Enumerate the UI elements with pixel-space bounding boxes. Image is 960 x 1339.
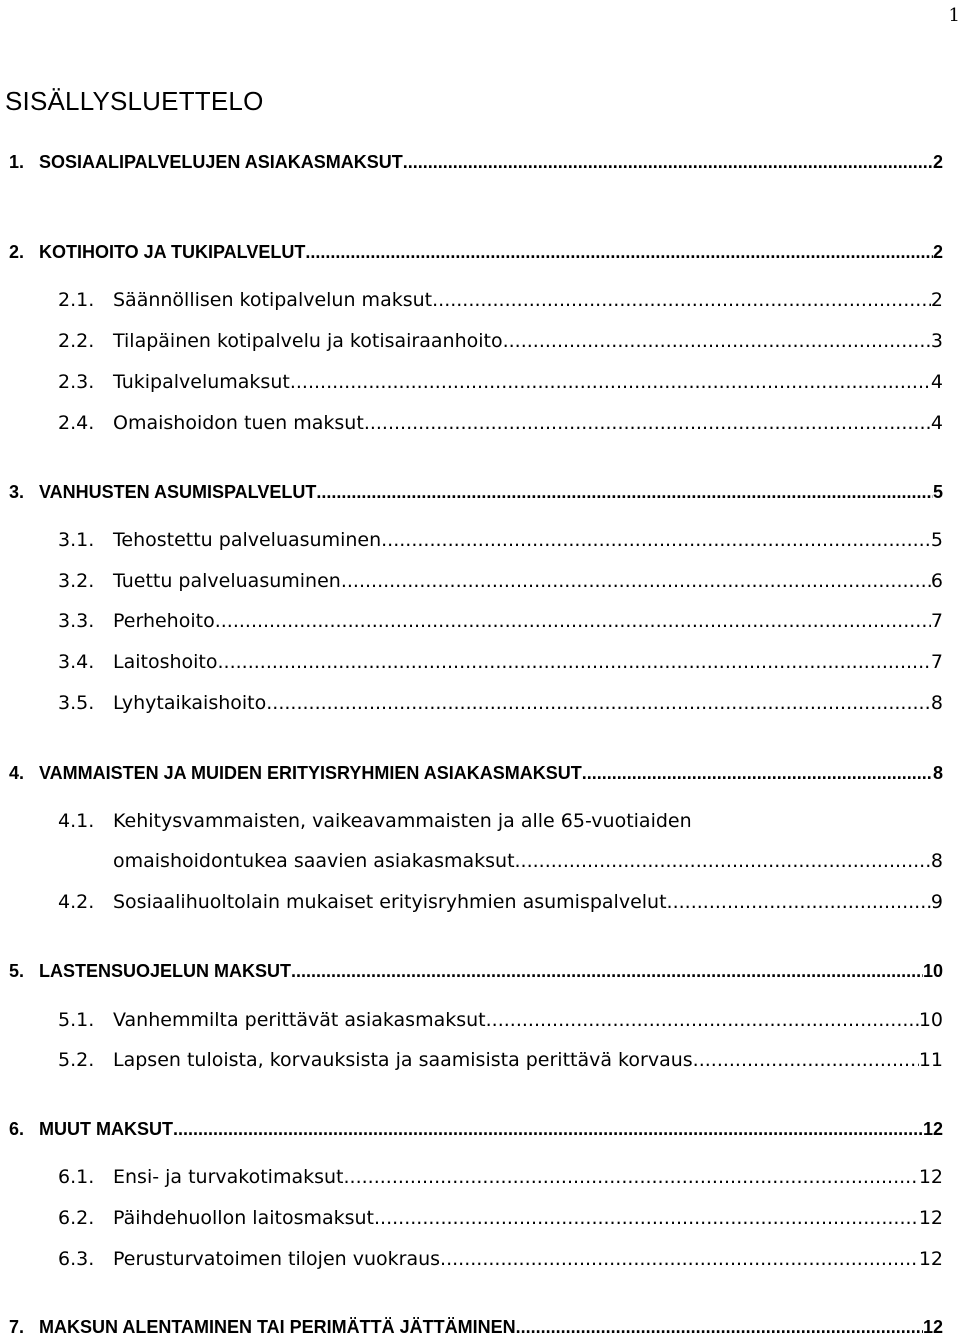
- toc-number: 6.: [9, 1119, 25, 1139]
- toc-number: 6.3.: [58, 1248, 95, 1270]
- toc-leader: [290, 369, 931, 395]
- toc-entry-3-3[interactable]: [58, 608, 943, 634]
- toc-leader: [218, 649, 931, 675]
- toc-entry-4-1-line1: [58, 808, 943, 834]
- toc-number: 2.4.: [58, 412, 95, 434]
- toc-label: Perhehoito: [113, 610, 215, 632]
- toc-number: 3.4.: [58, 651, 95, 673]
- toc-entry-4-1-line2: [113, 848, 943, 874]
- toc-page: 8: [930, 692, 943, 714]
- toc-leader: [344, 1164, 919, 1190]
- toc-label: Tuettu palveluasuminen: [113, 570, 341, 592]
- toc-entry-5[interactable]: [9, 959, 943, 983]
- toc-leader: [374, 1205, 919, 1231]
- toc-leader: [582, 761, 933, 785]
- toc-entry-2-4[interactable]: [58, 410, 943, 436]
- toc-label: Tilapäinen kotipalvelu ja kotisairaanhoito: [113, 330, 503, 352]
- toc-number: 3.1.: [58, 529, 95, 551]
- toc-label: Omaishoidon tuen maksut: [113, 412, 364, 434]
- toc-entry-2-3[interactable]: [58, 369, 943, 395]
- toc-number: 4.1.: [58, 810, 95, 832]
- toc-page: 12: [922, 1119, 943, 1139]
- toc-page: 6: [930, 570, 943, 592]
- toc-entry-6-3[interactable]: [58, 1246, 943, 1272]
- toc-leader: [693, 1047, 919, 1073]
- toc-leader: [515, 848, 931, 874]
- toc-leader: [516, 1315, 923, 1339]
- toc-entry-5-2[interactable]: [58, 1047, 943, 1073]
- toc-label: Tukipalvelumaksut: [113, 371, 290, 393]
- toc-label: Lapsen tuloista, korvauksista ja saamisista perittävä korvaus: [113, 1049, 693, 1071]
- toc-entry-2-2[interactable]: [58, 328, 943, 354]
- toc-label: Kehitysvammaisten, vaikeavammaisten ja alle 65-vuotiaiden: [113, 810, 692, 832]
- toc-entry-2[interactable]: [9, 240, 943, 264]
- toc-number: 5.: [9, 961, 25, 981]
- toc-number: 5.1.: [58, 1009, 95, 1031]
- toc-page: 3: [930, 330, 943, 352]
- toc-entry-6[interactable]: [9, 1117, 943, 1141]
- toc-number: 3.2.: [58, 570, 95, 592]
- toc-leader: [667, 889, 931, 915]
- toc-number: 4.: [9, 763, 25, 783]
- toc-page: 5: [932, 482, 943, 502]
- toc-label: SOSIAALIPALVELUJEN ASIAKASMAKSUT: [39, 152, 403, 172]
- toc-leader: [173, 1117, 923, 1141]
- toc-page: 8: [932, 763, 943, 783]
- toc-label: Lyhytaikaishoito: [113, 692, 267, 714]
- toc-page: 12: [918, 1207, 943, 1229]
- toc-page: 4: [930, 412, 943, 434]
- toc-page: 4: [930, 371, 943, 393]
- toc-label: VANHUSTEN ASUMISPALVELUT: [39, 482, 317, 502]
- toc-page: 11: [918, 1049, 943, 1071]
- toc-entry-3-2[interactable]: [58, 568, 943, 594]
- toc-leader: [432, 287, 931, 313]
- toc-page: 9: [930, 891, 943, 913]
- toc-leader: [266, 690, 931, 716]
- toc-leader: [381, 527, 931, 553]
- toc-entry-5-1[interactable]: [58, 1007, 943, 1033]
- toc-page: 7: [930, 610, 943, 632]
- toc-label: Päihdehuollon laitosmaksut: [113, 1207, 375, 1229]
- toc-number: 1.: [9, 152, 25, 172]
- toc-number: 7.: [9, 1317, 25, 1337]
- toc-page: 2: [932, 152, 943, 172]
- toc-page: 12: [918, 1166, 943, 1188]
- toc-entry-4[interactable]: [9, 761, 943, 785]
- toc-label: VAMMAISTEN JA MUIDEN ERITYISRYHMIEN ASIAKASMAKSUT: [39, 763, 582, 783]
- toc-leader: [440, 1246, 919, 1272]
- toc-page: 7: [930, 651, 943, 673]
- toc-page: 8: [930, 850, 943, 872]
- toc-number: 6.2.: [58, 1207, 95, 1229]
- toc-number: 6.1.: [58, 1166, 95, 1188]
- toc-leader: [305, 240, 933, 264]
- toc-number: 5.2.: [58, 1049, 95, 1071]
- toc-number: 4.2.: [58, 891, 95, 913]
- toc-leader: [341, 568, 931, 594]
- toc-leader: [215, 608, 931, 634]
- toc-leader: [403, 150, 933, 174]
- toc-number: 3.: [9, 482, 25, 502]
- toc-number: 2.3.: [58, 371, 95, 393]
- toc-entry-1[interactable]: [9, 150, 943, 174]
- toc-label: Ensi- ja turvakotimaksut: [113, 1166, 344, 1188]
- page-title: SISÄLLYSLUETTELO: [5, 86, 264, 116]
- toc-label: Vanhemmilta perittävät asiakasmaksut: [113, 1009, 486, 1031]
- toc-label: Säännöllisen kotipalvelun maksut: [113, 289, 433, 311]
- toc-entry-3-5[interactable]: [58, 690, 943, 716]
- toc-label: MAKSUN ALENTAMINEN TAI PERIMÄTTÄ JÄTTÄMINEN: [39, 1317, 516, 1337]
- toc-label: Sosiaalihuoltolain mukaiset erityisryhmien asumispalvelut: [113, 891, 667, 913]
- toc-entry-3-1[interactable]: [58, 527, 943, 553]
- toc-number: 3.3.: [58, 610, 95, 632]
- toc-page: 2: [932, 242, 943, 262]
- toc-leader: [503, 328, 931, 354]
- toc-page: 5: [930, 529, 943, 551]
- toc-page: 10: [918, 1009, 943, 1031]
- toc-entry-2-1[interactable]: [58, 287, 943, 313]
- toc-page: 10: [922, 961, 943, 981]
- toc-entry-6-1[interactable]: [58, 1164, 943, 1190]
- toc-label: MUUT MAKSUT: [39, 1119, 173, 1139]
- toc-leader: [291, 959, 923, 983]
- toc-entry-6-2[interactable]: [58, 1205, 943, 1231]
- toc-label: Perusturvatoimen tilojen vuokraus: [113, 1248, 441, 1270]
- toc-leader: [364, 410, 931, 436]
- toc-number: 2.2.: [58, 330, 95, 352]
- toc-label: Tehostettu palveluasuminen: [113, 529, 382, 551]
- toc-number: 2.1.: [58, 289, 95, 311]
- toc-label: omaishoidontukea saavien asiakasmaksut: [113, 850, 515, 872]
- toc-entry-3[interactable]: [9, 480, 943, 504]
- page-number: 1: [948, 5, 960, 26]
- toc-entry-7[interactable]: [9, 1315, 943, 1339]
- toc-leader: [486, 1007, 919, 1033]
- toc-entry-3-4[interactable]: [58, 649, 943, 675]
- toc-number: 2.: [9, 242, 25, 262]
- toc-leader: [316, 480, 933, 504]
- toc-label: Laitoshoito: [113, 651, 218, 673]
- toc-label: LASTENSUOJELUN MAKSUT: [39, 961, 292, 981]
- toc-page: 2: [930, 289, 943, 311]
- toc-label: KOTIHOITO JA TUKIPALVELUT: [39, 242, 306, 262]
- toc-page: 12: [922, 1317, 943, 1337]
- toc-page: 12: [918, 1248, 943, 1270]
- toc-number: 3.5.: [58, 692, 95, 714]
- toc-entry-4-2[interactable]: [58, 889, 943, 915]
